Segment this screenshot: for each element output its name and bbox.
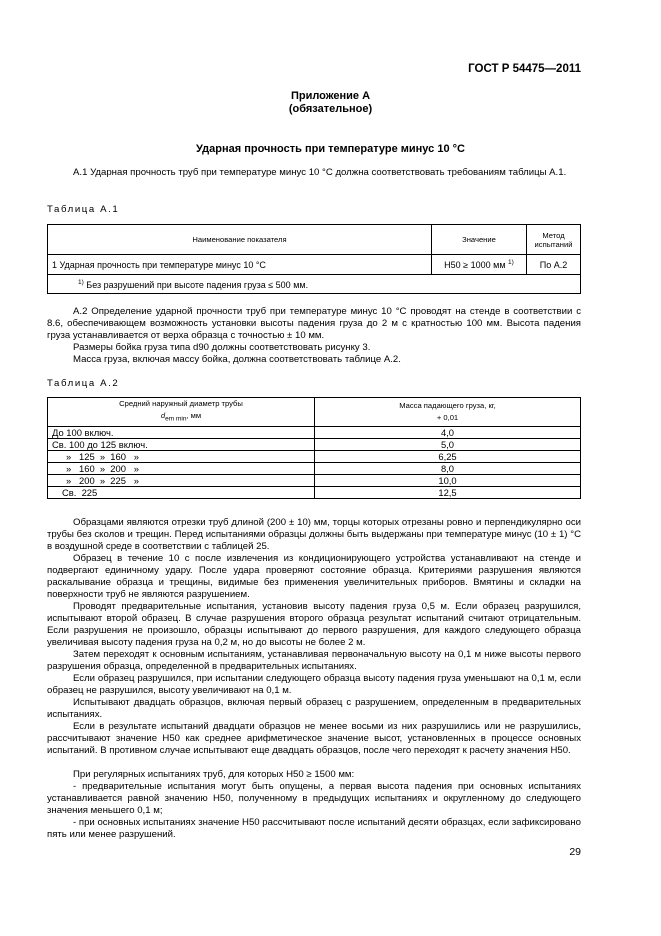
table1-caption: Таблица А.1: [47, 204, 120, 215]
table-a1: [47, 224, 581, 294]
table2-mass: 4,0: [315, 427, 581, 439]
footnote-text: Без разрушений при высоте падения груза ≤ 500 мм.: [83, 279, 309, 290]
table2-diameter: » 125 » 160 »: [48, 451, 315, 463]
footnote-mark: 1): [78, 278, 84, 286]
table2-mass: 12,5: [315, 487, 581, 499]
table2-diameter: Св. 225: [48, 487, 315, 499]
table1-header-name: Наименование показателя: [48, 225, 432, 255]
footnote-ref: 1): [508, 259, 514, 266]
table2-mass: 6,25: [315, 451, 581, 463]
paragraph-a2: А.2 Определение ударной прочности труб при температуре минус 10 °С проводят на стенде в соответствии с 8.6, обеспечивающем возможность установки высоты падения груза до 2 м с кратностью 100 мм. Высота падения груза устанавливается от верха образца с точностью ± 10 мм.: [47, 306, 581, 341]
d-symbol: d: [160, 411, 166, 421]
paragraph-height-adjust: Если образец разрушился, при испытании следующего образца высоту падения груза уменьшают на 0,1 м, если образец не разрушился, высоту увеличивают на 0,1 м.: [47, 673, 581, 696]
table2-header-diameter-symbol: [52, 410, 310, 426]
table-row: [48, 439, 581, 451]
table-row: [48, 255, 581, 275]
table-row: [48, 487, 581, 499]
paragraph-preliminary: Проводят предварительные испытания, установив высоту падения груза 0,5 м. Если образец разрушился, испытывают второй образец. В случае разрушения второго образца результат испытаний считают отрицательным. Если разрушения не произошло, образцы испытывают до первого разрушения, для каждого следующего образца увеличивая высоту падения груза на 0,2 м, но до высоты не более 2 м.: [47, 601, 581, 648]
table1-row-name: 1 Ударная прочность при температуре минус 10 °С: [48, 255, 432, 275]
list-item-ten-samples: - при основных испытаниях значение Н50 рассчитывают после испытаний десяти образцах, если зафиксировано пять или менее разрушений.: [47, 817, 581, 840]
section-heading: Ударная прочность при температуре минус 10 °С: [196, 143, 465, 155]
standard-code: ГОСТ Р 54475—2011: [468, 63, 581, 75]
table2-diameter: До 100 включ.: [48, 427, 315, 439]
table2-mass: 5,0: [315, 439, 581, 451]
table2-mass: 10,0: [315, 475, 581, 487]
paragraph-twenty-samples: Испытывают двадцать образцов, включая первый образец с разрушением, определенным в предварительных испытаниях.: [47, 697, 581, 720]
list-item-skip-preliminary: - предварительные испытания могут быть опущены, а первая высота падения при основных испытаниях устанавливается равной значению Н50, полученному в предыдущих испытаниях и округленному до следующего значения меньшего 0,1 м;: [47, 781, 581, 816]
d-subscript: em min: [165, 415, 187, 423]
paragraph-conditioning: Образец в течение 10 с после извлечения из кондиционирующего устройства устанавливают на стенде и подвергают единичному удару. После удара проверяют состояние образца. Критериями разрушения являются раскалывание образца и трещины, видимые без применения увеличительных приборов. Вмятины и складки на поверхности труб не являются разрушением.: [47, 553, 581, 600]
table2-header-mass-text: Масса падающего груза, кг,: [399, 401, 496, 410]
table-row: [48, 427, 581, 439]
table1-header-method: Метод испытаний: [527, 225, 581, 255]
table2-header-mass: [315, 398, 581, 427]
paragraph-striker: Размеры бойка груза типа d90 должны соответствовать рисунку 3.: [73, 342, 371, 353]
paragraph-mass: Масса груза, включая массу бойка, должна соответствовать таблице А.2.: [73, 354, 401, 365]
table2-header-diameter: [48, 398, 315, 427]
table1-value-text: Н50 ≥ 1000 мм: [444, 260, 506, 270]
d-unit: , мм: [186, 411, 202, 421]
paragraph-samples: Образцами являются отрезки труб длиной (200 ± 10) мм, торцы которых отрезаны ровно и перпендикулярно оси трубы без сколов и трещин. Перед испытаниями образцы должны быть выдержаны при температуре минус (10 ± 1) °С в воздушной среде в соответствии с таблицей 25.: [47, 517, 581, 552]
paragraph-h50-calc: Если в результате испытаний двадцати образцов не менее восьми из них разрушились или не разрушились, рассчитывают значение Н50 как среднее арифметическое значение высот, установленных в процессе основных испытаний. В противном случае испытывают еще двадцать образцов, после чего переходят к расчету значения Н50.: [47, 721, 581, 756]
table1-row-method: По А.2: [527, 255, 581, 275]
table1-header-value: Значение: [432, 225, 527, 255]
paragraph-main-tests: Затем переходят к основным испытаниям, устанавливая первоначальную высоту на 0,1 м ниже высоты первого разрушения образца, определенной в предварительных испытаниях.: [47, 649, 581, 672]
table-row: [48, 451, 581, 463]
table2-header-mass-tolerance: + 0,01: [436, 413, 459, 422]
table2-mass: 8,0: [315, 463, 581, 475]
table-row: [48, 463, 581, 475]
annex-label: Приложение А: [290, 90, 371, 102]
table2-caption: Таблица А.2: [47, 378, 120, 389]
table2-diameter: Св. 100 до 125 включ.: [48, 439, 315, 451]
table2-header-diameter-text: Средний наружный диаметр трубы: [119, 399, 243, 409]
table1-row-value: [432, 255, 527, 275]
table-a2: [47, 397, 581, 499]
page-number: 29: [569, 846, 581, 858]
table2-diameter: » 200 » 225 »: [48, 475, 315, 487]
intro-paragraph: А.1 Ударная прочность труб при температуре минус 10 °С должна соответствовать требованиям таблицы А.1.: [73, 167, 567, 178]
table1-footnote: [48, 275, 581, 294]
table2-diameter: » 160 » 200 »: [48, 463, 315, 475]
annex-title: [0, 90, 661, 116]
table-row: [48, 475, 581, 487]
paragraph-regular-tests: При регулярных испытаниях труб, для которых Н50 ≥ 1500 мм:: [73, 769, 355, 780]
annex-status: (обязательное): [288, 103, 373, 115]
